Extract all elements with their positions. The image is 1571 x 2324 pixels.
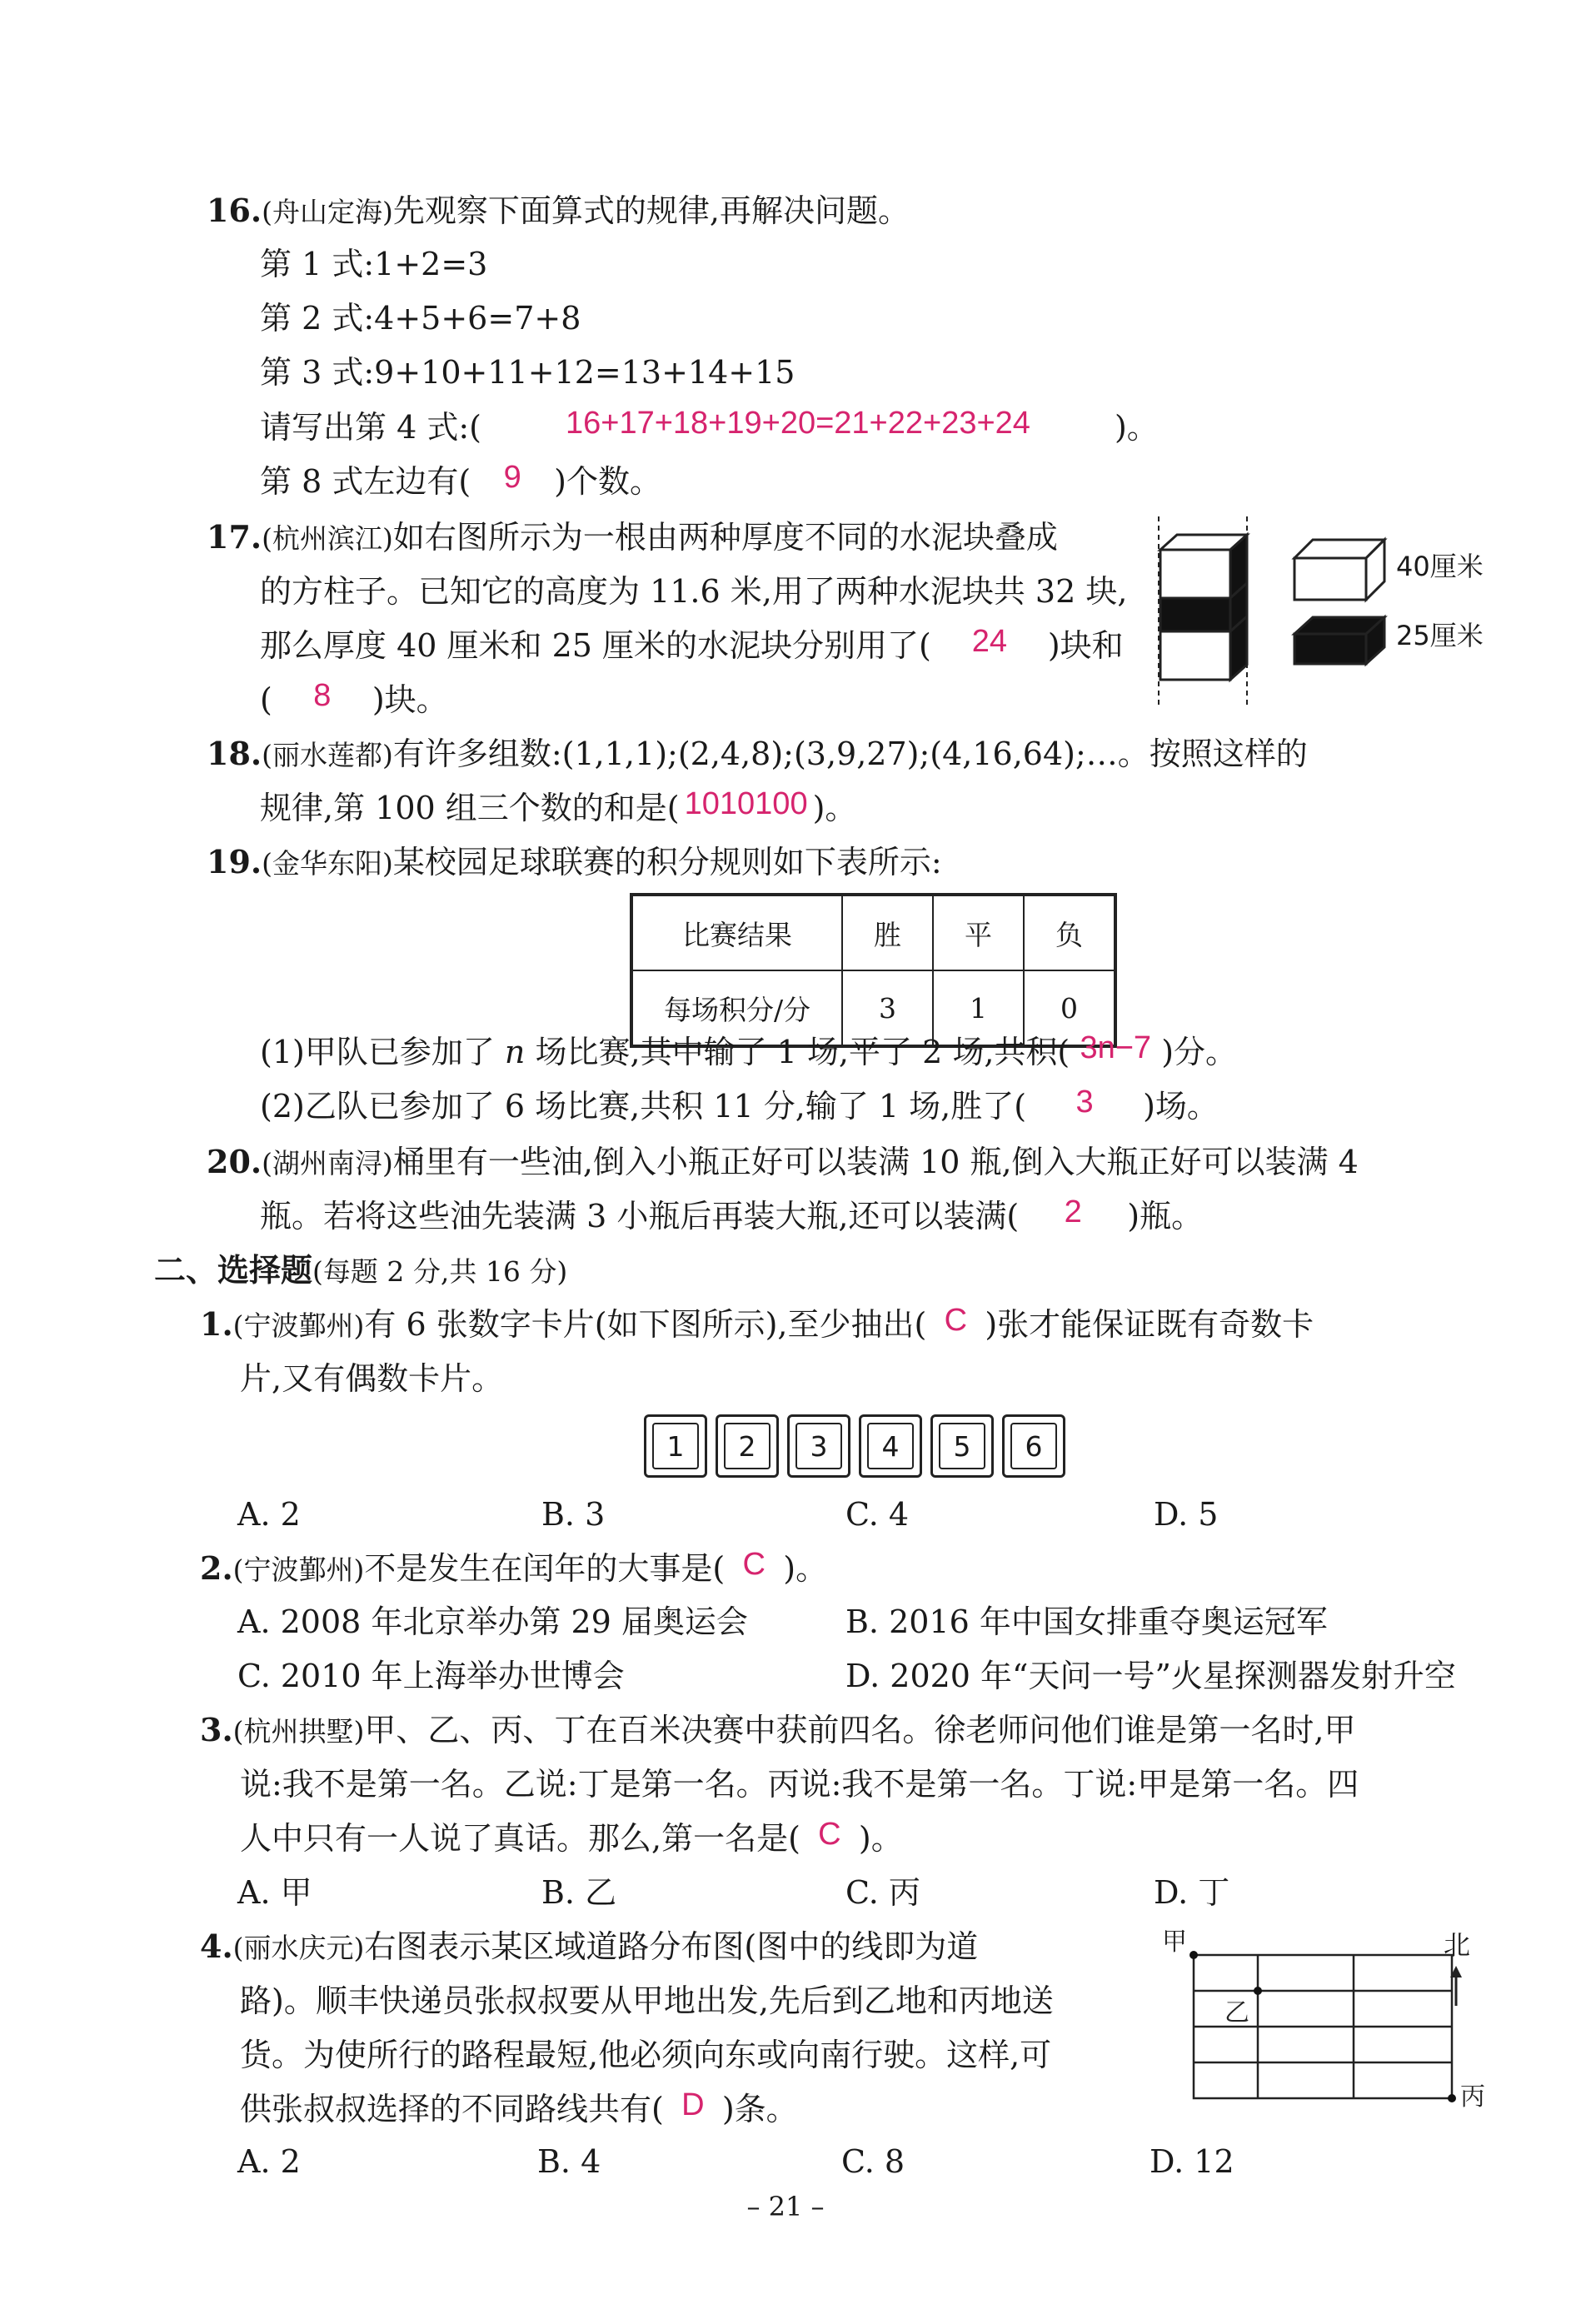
answer: 16+17+18+19+20=21+22+23+24 [565, 406, 1030, 441]
answer: D [681, 2087, 705, 2122]
q17-line2: 的方柱子。已知它的高度为 11.6 米,用了两种水泥块共 32 块, [260, 573, 1128, 610]
north-arrow-icon [1448, 1966, 1464, 2007]
q19-part1 [260, 1031, 1237, 1074]
table-header: 平 [933, 895, 1024, 970]
c1-line2: 片,又有偶数卡片。 [240, 1360, 504, 1397]
option-c: C. 丙 [845, 1874, 920, 1911]
option-a: A. 2 [237, 2143, 301, 2180]
answer: 9 [503, 460, 521, 495]
c1-line1 [200, 1304, 1314, 1347]
q17-close: )块和 [1047, 627, 1124, 664]
question-number: 3. [200, 1711, 233, 1748]
c3-line3 [240, 1818, 903, 1860]
question-source: (宁波鄞州) [232, 1309, 365, 1342]
table-header: 胜 [842, 895, 933, 970]
question-source: (宁波鄞州) [232, 1553, 365, 1586]
variable-n: n [504, 1034, 526, 1070]
q16-formula-1: 第 1 式:1+2=3 [260, 246, 488, 282]
c2-line1 [200, 1548, 827, 1591]
q18-close: )。 [812, 790, 857, 826]
q17-prompt2: ( [260, 681, 272, 718]
option-c: C. 8 [841, 2143, 905, 2180]
section-title [154, 1249, 567, 1293]
answer: C [742, 1547, 766, 1582]
card-number: 3 [795, 1423, 842, 1469]
block-40cm-icon [1291, 533, 1391, 608]
option-b: B. 2016 年中国女排重夺奥运冠军 [845, 1603, 1328, 1640]
q18-prompt: 规律,第 100 组三个数的和是( [260, 790, 680, 826]
question-number: 1. [200, 1305, 233, 1343]
c4-line2: 路)。顺丰快递员张叔叔要从甲地出发,先后到乙地和丙地送 [240, 1982, 1054, 2019]
pillar-diagram [1154, 516, 1270, 708]
block-25cm-icon [1291, 612, 1391, 671]
option-a: A. 2 [237, 1496, 301, 1533]
north-label: 北 [1444, 1929, 1471, 1961]
c4-prompt: 供张叔叔选择的不同路线共有( [240, 2091, 664, 2127]
section-heading: 二、选择题 [154, 1251, 313, 1289]
c1-close: )张才能保证既有奇数卡 [985, 1306, 1314, 1343]
option-b: B. 4 [537, 2143, 601, 2180]
label-40cm: 40厘米 [1396, 551, 1484, 582]
q19-line1 [207, 841, 942, 885]
question-text: 甲、乙、丙、丁在百米决赛中获前四名。徐老师问他们谁是第一名时,甲 [364, 1712, 1356, 1748]
q16-line5 [260, 461, 661, 503]
c3-line1 [200, 1709, 1356, 1753]
question-source: (杭州拱墅) [232, 1715, 365, 1748]
c3-line2: 说:我不是第一名。乙说:丁是第一名。丙说:我不是第一名。丁说:甲是第一名。四 [240, 1766, 1359, 1803]
number-card [859, 1414, 922, 1478]
option-a: A. 2008 年北京举办第 29 届奥运会 [237, 1603, 748, 1640]
card-number: 4 [867, 1423, 914, 1469]
question-number: 18. [207, 735, 262, 772]
question-source: (舟山定海) [262, 196, 393, 228]
question-text: 如右图所示为一根由两种厚度不同的水泥块叠成 [392, 519, 1058, 556]
option-b: B. 3 [541, 1496, 606, 1533]
option-d: D. 2020 年“天问一号”火星探测器发射升空 [845, 1658, 1456, 1694]
c1-prompt: 有 6 张数字卡片(如下图所示),至少抽出( [364, 1306, 927, 1343]
question-number: 16. [207, 192, 262, 229]
map-label-bing: 丙 [1460, 2082, 1485, 2112]
card-number: 5 [939, 1423, 985, 1469]
q16-line1 [207, 190, 910, 233]
answer: C [818, 1817, 841, 1852]
answer: C [944, 1303, 968, 1338]
q19-p1-close: )分。 [1161, 1034, 1238, 1070]
question-number: 2. [200, 1549, 233, 1587]
option-c: C. 4 [845, 1496, 910, 1533]
option-d: D. 5 [1154, 1496, 1219, 1533]
question-number: 20. [207, 1143, 262, 1180]
question-number: 19. [207, 843, 262, 880]
q18-line1 [207, 733, 1308, 776]
table-header: 比赛结果 [631, 895, 842, 970]
question-text: 右图表示某区域道路分布图(图中的线即为道 [364, 1928, 979, 1965]
c4-line4 [240, 2088, 798, 2131]
q19-p2-close: )场。 [1143, 1088, 1219, 1125]
question-source: (丽水庆元) [232, 1932, 365, 1964]
q17-line4 [260, 679, 448, 721]
number-card [1002, 1414, 1065, 1478]
q16-line4 [260, 406, 1159, 449]
q20-line2 [260, 1195, 1203, 1238]
question-number: 4. [200, 1928, 233, 1965]
q19-part2 [260, 1085, 1219, 1128]
q19-p1-text: (1)甲队已参加了 [260, 1034, 495, 1070]
score-table [630, 893, 1117, 1048]
option-b: B. 乙 [541, 1874, 617, 1911]
question-text: 桶里有一些油,倒入小瓶正好可以装满 10 瓶,倒入大瓶正好可以装满 4 [392, 1144, 1359, 1180]
option-a: A. 甲 [237, 1874, 312, 1911]
q16-prompt: 请写出第 4 式:( [260, 409, 481, 446]
table-cell: 3 [842, 970, 933, 1046]
c3-close: )。 [858, 1820, 903, 1857]
answer: 24 [971, 624, 1007, 659]
q17-line3 [260, 625, 1124, 667]
table-cell: 1 [933, 970, 1024, 1046]
q20-close: )瓶。 [1127, 1198, 1204, 1234]
label-25cm: 25厘米 [1396, 620, 1484, 651]
q17-prompt: 那么厚度 40 厘米和 25 厘米的水泥块分别用了( [260, 627, 931, 664]
q20-line1 [207, 1141, 1359, 1184]
question-source: (湖州南浔) [262, 1147, 393, 1179]
number-card [930, 1414, 994, 1478]
question-number: 17. [207, 518, 262, 556]
c4-line1 [200, 1926, 978, 1969]
card-number: 6 [1010, 1423, 1057, 1469]
q16-formula-3: 第 3 式:9+10+11+12=13+14+15 [260, 354, 795, 391]
section-note: (每题 2 分,共 16 分) [312, 1255, 568, 1288]
q18-line2 [260, 787, 856, 830]
c4-close: )条。 [721, 2091, 798, 2127]
question-source: (杭州滨江) [262, 522, 393, 555]
c2-prompt: 不是发生在闰年的大事是( [364, 1550, 726, 1587]
c2-close: )。 [783, 1550, 828, 1587]
question-text: 有许多组数:(1,1,1);(2,4,8);(3,9,27);(4,16,64);…。按照这样的 [392, 736, 1308, 772]
question-source: (金华东阳) [262, 847, 393, 880]
table-cell: 每场积分/分 [631, 970, 842, 1046]
number-card [787, 1414, 850, 1478]
answer: 8 [313, 678, 332, 713]
q19-p1-mid: 场比赛,其中输了 1 场,平了 2 场,共积( [535, 1034, 1070, 1070]
table-cell: 0 [1024, 970, 1115, 1046]
question-text: 先观察下面算式的规律,再解决问题。 [392, 192, 910, 229]
table-header: 负 [1024, 895, 1115, 970]
c4-line3: 货。为使所行的路程最短,他必须向东或向南行驶。这样,可 [240, 2037, 1052, 2073]
q17-close2: )块。 [372, 681, 448, 718]
question-source: (丽水莲都) [262, 739, 393, 771]
number-card [716, 1414, 779, 1478]
number-card [644, 1414, 707, 1478]
table-row [631, 895, 1115, 970]
card-number: 2 [724, 1423, 771, 1469]
q17-line1 [207, 516, 1058, 560]
q19-p2-text: (2)乙队已参加了 6 场比赛,共积 11 分,输了 1 场,胜了( [260, 1088, 1027, 1125]
q16-close: )。 [1114, 409, 1159, 446]
answer: 1010100 [684, 786, 808, 821]
c3-prompt: 人中只有一人说了真话。那么,第一名是( [240, 1820, 800, 1857]
option-c: C. 2010 年上海举办世博会 [237, 1658, 625, 1694]
page-number: – 21 – [746, 2191, 825, 2222]
q20-prompt: 瓶。若将这些油先装满 3 小瓶后再装大瓶,还可以装满( [260, 1198, 1020, 1234]
question-text: 某校园足球联赛的积分规则如下表所示: [392, 844, 942, 880]
answer: 2 [1064, 1194, 1082, 1229]
card-number: 1 [652, 1423, 699, 1469]
q16-prompt2: 第 8 式左边有( [260, 463, 471, 500]
q16-close2: )个数。 [554, 463, 661, 500]
option-d: D. 12 [1150, 2143, 1234, 2180]
map-label-yi: 乙 [1224, 1998, 1249, 2027]
answer: 3n−7 [1080, 1030, 1152, 1065]
answer: 3 [1075, 1085, 1094, 1120]
option-d: D. 丁 [1154, 1874, 1230, 1911]
q16-formula-2: 第 2 式:4+5+6=7+8 [260, 300, 581, 337]
map-label-jia: 甲 [1162, 1928, 1187, 1957]
